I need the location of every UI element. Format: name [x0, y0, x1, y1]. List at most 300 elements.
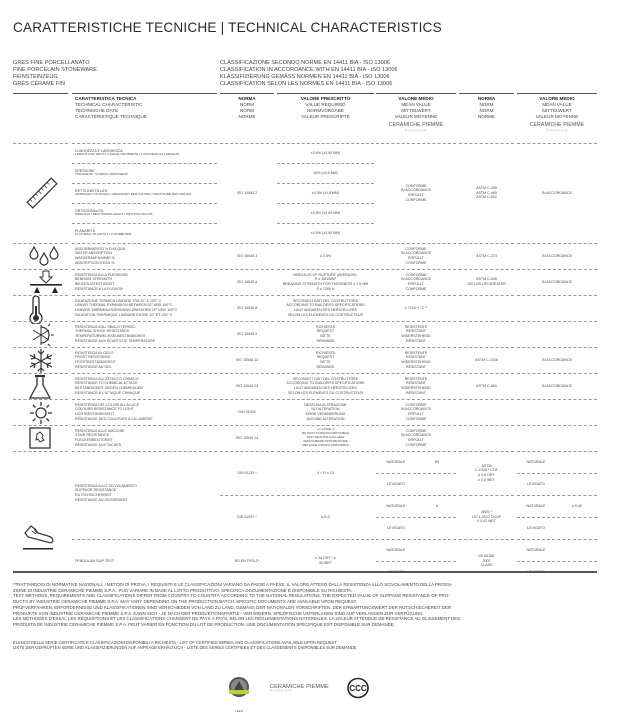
characteristic-cell-line: THERMAL SHOCK RESISTANCE [75, 329, 130, 334]
characteristic-cell-line: BESTÄNDIGKEIT GEGEN CHEMIKALIEN [75, 386, 144, 390]
shoe-icon [22, 523, 56, 551]
required-value-line: VERFÜGBARE PRÜFMETHODE [303, 438, 348, 443]
required-value-line: ≥ CLASSE 3 [317, 427, 334, 432]
slip-norm2-line: ≥ 0,42 WET [477, 519, 496, 524]
mean-value-line: CONFORME [405, 442, 427, 447]
characteristic-cell-line: RESISTENZA AL GELO [75, 350, 114, 355]
mean-value-line: ERFÜLLT [408, 256, 424, 260]
classification-fr: CLASSIFICATION SELON LES NORMES EN 14411 BIA - ISO 13006 [220, 80, 393, 87]
slip-characteristic [72, 451, 217, 535]
required-value-line: REQUEST [316, 355, 335, 360]
bending-load-icon [28, 270, 64, 294]
slip-required: 9 < R ≤ 13 [317, 470, 334, 475]
required-value-line: ACCORDING TO BUILDER'S SPECIFICATIONS [286, 381, 365, 386]
characteristic-cell-line: FROST RESISTANCE [75, 355, 111, 360]
header-rule [13, 93, 68, 94]
row-divider [72, 183, 217, 184]
required-value-line: METHODE D'ESSAI DISPONIBLE [302, 442, 349, 447]
norm-value: ISO 10545.13 [235, 383, 259, 388]
mean-value-line: IN ACCORDANCE [401, 188, 431, 193]
row-divider [277, 223, 374, 224]
svg-text:CCC: CCC [349, 684, 367, 693]
characteristic-cell-line: RÉSISTANCE À L'ATTAQUE CHIMIQUE [75, 390, 141, 395]
required-value-line: SELON LES ELEMENTS DU COSTRUCTEUR [287, 312, 364, 317]
row-divider [418, 473, 456, 474]
product-name-it: GRES FINE PORCELLANATO [13, 60, 90, 66]
header-rule [277, 93, 374, 94]
characteristic-cell-line: DILATATION THERMIQUE LINÉAIRE ENTRE 20° ET 100° C [75, 312, 173, 317]
mean-value [376, 143, 456, 243]
brand-logo-text: CERAMICHE PIEMME FLOOR AND MORE [388, 122, 444, 133]
classification-en: CLASSIFICATION IN ACCORDANCE WITH EN 14411 BIA - ISO 13006 [220, 66, 398, 73]
stain-icon [28, 426, 52, 450]
characteristic-cell [72, 425, 217, 451]
required-value-line: LAUT ANGABEN DES HERSTELLERS [294, 308, 357, 312]
characteristic-cell [72, 373, 217, 399]
norm-value: ISO 10545.3 [236, 253, 258, 258]
characteristic-cell-line: BIEGEZUGFESTIGKEIT [75, 282, 115, 286]
header-rule [72, 93, 217, 94]
mean-value-line: WIDERSTEHEND [401, 334, 431, 338]
brand-name: CERAMICHE PIEMME [270, 684, 329, 690]
column-header-norm2: NORMA NORM NORM NORME [477, 96, 496, 120]
slip-norm2-line: CLASS [480, 563, 493, 568]
row-divider [418, 517, 456, 518]
header-rule [220, 93, 274, 94]
row-divider [376, 517, 416, 518]
characteristic-cell [72, 269, 217, 295]
header-rule [459, 93, 514, 94]
mean-value-line: RESISTANT [406, 329, 426, 334]
slip-norm2-line: 2002 [482, 558, 491, 563]
characteristic-cell [72, 243, 217, 269]
characteristic-cell-line: DILATAZIONE TERMICA LINEARE TRA 20° E 100° C [75, 298, 162, 303]
norm2-value [459, 243, 514, 269]
slip-norm2-line: 137.1-2012 DCOF [471, 514, 502, 519]
row-divider [277, 203, 374, 204]
mean-value-line: RÉSISTANT [406, 390, 426, 395]
slip-class [418, 473, 456, 495]
characteristic-cell [75, 183, 220, 203]
brand-logo-text: CERAMICHE PIEMME FLOOR AND MORE [529, 122, 585, 133]
required-value-line: ≤ 0,5% [319, 253, 332, 258]
row-divider [517, 561, 555, 562]
mean2-value: IN ACCORDANCE [542, 357, 572, 362]
mean-value-line: CONFORME [405, 416, 427, 421]
slip-finish: NATURALE [386, 459, 406, 464]
mean-value-line: RÉSISTANT [406, 364, 426, 369]
characteristic-cell-line: RESISTENZA ALLE MACCHIE [75, 428, 125, 433]
characteristic-name: PLANARITÀ [75, 228, 95, 233]
characteristic-cell-line: RESISTANCE TO CHEMICAL ATTACK [75, 381, 138, 386]
mean-value-line: WIDERSTEHEND [401, 386, 431, 390]
slip-value [557, 473, 597, 495]
characteristic-cell-line: WASSERAUFNAHME % [75, 256, 115, 260]
mean-value-line: IN ACCORDANCE [401, 407, 431, 412]
flask-icon [28, 374, 52, 400]
characteristic-cell [72, 295, 217, 321]
mean-value-line: ERFÜLLT [408, 193, 424, 197]
characteristic-cell-line: RESISTENZA ALL'ATTACCO CHIMICO [75, 376, 139, 381]
product-names [13, 60, 97, 88]
required-value [277, 295, 374, 321]
stain-icon [28, 426, 52, 450]
characteristic-cell-line: FROSTBESTÄNDIGKEIT [75, 360, 116, 364]
norm2-value [459, 321, 514, 347]
certified-note-line: ELENCO DELLE SERIE CERTIFICATE E CLASSIFICAZIONI DISPONIBILI A RICHIESTA - LIST OF CERTIFIED SERIES AND CLASSIFICATIONS AVAILABLE UPON REQUEST [13, 640, 337, 645]
row-divider [376, 561, 416, 562]
slip-norm2 [459, 539, 514, 583]
mean-value-line: CONFORME [405, 197, 427, 202]
required-value-line: R ≥ 35N/MM² [314, 277, 337, 282]
mean-value-line: CONFORME [405, 183, 427, 188]
slip-characteristic-line: SLIPPAGE RESISTANCE [75, 488, 117, 493]
mean-value-line: ERFÜLLT [408, 282, 424, 286]
norm2-value-line: ASTM C-485 [476, 190, 497, 195]
row-divider [418, 561, 456, 562]
slip-value: ≥ 0,42 [572, 503, 582, 508]
page-title: CARATTERISTICHE TECNICHE | TECHNICAL CHARACTERISTICS [13, 20, 442, 35]
characteristic-cell-line: LICHTBESTÄNDIGKEIT [75, 412, 115, 416]
slip-norm: DIN 51097 * [237, 514, 257, 519]
slip-finish: NATURALE [386, 503, 406, 508]
required-value [277, 347, 374, 373]
characteristic-cell-line: COLOURS RESISTANCE TO LIGHT [75, 407, 134, 412]
mean-value-line: IN ACCORDANCE [401, 277, 431, 282]
row-divider [72, 223, 217, 224]
pendulum-label: PENDULUM SLIP TEST [75, 558, 115, 563]
required-value-line: SECONDO I DATI DEL COSTRUTTORE [292, 298, 359, 303]
norm2-value [459, 373, 514, 399]
characteristic-cell [75, 223, 220, 243]
slip-finish: LEVIGATO [527, 525, 545, 530]
slip-norm2-line: JIS A5186: [477, 554, 496, 559]
characteristic-name: ORTOGONALITÀ [75, 208, 104, 213]
norm2-value [459, 347, 514, 373]
header-rule [376, 93, 456, 94]
water-drops-icon [28, 244, 60, 266]
shoe-icon [22, 523, 56, 551]
row-divider [517, 517, 555, 518]
flask-icon [28, 374, 52, 400]
row-divider [376, 473, 416, 474]
leed-badge-icon [226, 676, 252, 704]
footnote-line: TEST METHODS, REQUIREMENTS AND CLASSIFICATIONS DIFFER FROM COUNTRY TO COUNTRY, ACCORDING TO THE NATIONAL REGULATIONS. THE EXPECTED VALUE OF SLIPPAGE RESISTANCE OF PRO- [13, 593, 450, 599]
leed-logo [226, 676, 252, 713]
footnote [13, 582, 460, 628]
classification-de: KLASSIFIZIERUNG GEMÄSS NORMEN EN 14411 BIA - ISO 13006 [220, 73, 390, 80]
characteristic-translations: WARPAGES OF EDGES / GERADHEIT DER KANTEN / RÉCTITUDE DES ARÊTES [75, 192, 192, 197]
required-value [277, 321, 374, 347]
norm2-value [459, 425, 514, 451]
slip-norm2-line: ASTM [481, 463, 492, 468]
required-value-line: DEMANDE [316, 364, 335, 369]
mean-value [376, 243, 456, 269]
mean-value-line: WIDERSTEHEND [401, 360, 431, 364]
row-divider [557, 561, 597, 562]
characteristic-cell-line: RESISTENZA AGLI SBALZI TERMICI [75, 324, 136, 329]
sun-icon [28, 400, 54, 426]
mean-value-line: CONFORME [405, 286, 427, 291]
norm2-value-line: ASTM C-1026 [475, 357, 498, 362]
mean-value-line: RÉSISTANT [406, 338, 426, 343]
characteristic-cell-line: LINEAR THERMAL EXPANSION BETWEEN 20° AND 100°C [75, 303, 173, 308]
slip-norm: BS EN 7976-2* [234, 558, 260, 563]
required-value-line: SELON LES ELEMENTS DU COSTRUCTEUR [287, 390, 364, 395]
norm2-value-line: ASTM C-648 [476, 277, 497, 282]
required-value: ±5% (±0,5 MM) [313, 170, 338, 175]
slip-class [418, 517, 456, 539]
ccc-logo [347, 677, 369, 704]
norm2-value [459, 295, 514, 321]
norm2-value [459, 399, 514, 425]
norm2-value-line: ASTM C-499 [476, 186, 497, 191]
required-value-line: AUCUNE ALTERATION [306, 416, 345, 421]
characteristic-translations: WEDGING / RECHTWINKLIGKEIT / ORTHOGONALITÉ [75, 212, 153, 217]
required-value-line: RICHIESTA [316, 350, 335, 355]
row-divider [72, 539, 217, 540]
slip-norm2 [459, 451, 514, 495]
slip-finish: NATURALE [526, 459, 546, 464]
mean2-value: IN ACCORDANCE [542, 253, 572, 258]
required-value-line: SECONDO I DATI DEL COSTRUTTORE [292, 376, 359, 381]
characteristic-translations: THICKNESS / STÄRKE / ÉPAISSEUR [75, 172, 128, 177]
slip-finish: LEVIGATO [387, 481, 405, 486]
required-value: ±0,6% (±2,00 MM) [310, 150, 341, 155]
footnote-line: LES MÉTHODES D'ESSAI, LES RÉQUISITIONS ET LES CLASSIFICATIONS CHANGENT DE PAYS À PAYS, SELON LES RÉGLEMENTATIONS NATIONALES. LA VALEUR ATTENDUE DE RÉSISTANCE AU GLISSEMENT DES [13, 616, 461, 622]
classification-it: CLASSIFICAZIONE SECONDO NORME EN 14411 BIA - ISO 13006 [220, 60, 390, 66]
slip-finish: LEVIGATO [387, 525, 405, 530]
characteristic-cell-line: STAIN RESISTANCE [75, 433, 110, 438]
mean2-value: IN ACCORDANCE [542, 383, 572, 388]
leed-label: LEED [235, 709, 243, 713]
product-name-fr: GRÈS CÉRAME FIN [13, 80, 65, 87]
mean2-value [517, 321, 597, 347]
required-value [277, 399, 374, 425]
characteristic-cell-line: RÉSISTANCE À LA FLEXION [75, 286, 123, 291]
norm-value: DIN 51094 [238, 409, 256, 414]
mean-value-line: CONFORME [405, 428, 427, 433]
slip-class: R9 [434, 459, 440, 464]
mean-value-line: RESISTENTE [404, 350, 428, 355]
norm-value: ISO 10545.14 [235, 435, 259, 440]
mean-value [376, 373, 456, 399]
table-bottom-rule [13, 571, 597, 573]
footnote-line: DUCTS BY INDUSTRIE CERAMICHE PIEMME S.P.A. MAY VARY DEPENDING ON THE PRODUCTION BATCH. SPECIFIC DOCUMENTS ARE AVAILABLE UPON REQUEST. [13, 599, 358, 605]
required-value-line: RICHIESTA [316, 324, 335, 329]
characteristic-cell-line: RÉSISTANCE AUX TACHES [75, 442, 122, 447]
slip-class: A [435, 503, 439, 508]
characteristic-cell [75, 203, 220, 223]
required-value-line: NO ALTERATION [311, 407, 340, 412]
column-header-norm: NORMA NORM NORM NORME [238, 96, 256, 120]
row-divider [13, 143, 68, 144]
norm-value: ISO 10545.12 [235, 357, 259, 362]
slip-norm: DIN 51130 * [237, 470, 257, 475]
slip-value [557, 517, 597, 539]
mean2-value: IN ACCORDANCE [542, 279, 572, 284]
characteristic-name: LUNGHEZZA E LARGHEZZA [75, 148, 123, 153]
characteristic-cell-line: FLECKENBESTIGKEIT [75, 438, 113, 442]
slip-finish: LEVIGATO [527, 481, 545, 486]
column-header-mean2: VALORE MEDIO MEAN VALUE MITTELWERT VALEUR MOYENNE CERAMICHE PIEMME FLOOR AND MORE [517, 96, 597, 135]
slip-required: ≥ 36 DRY / ≥ 36 WET [315, 556, 336, 565]
ruler-icon [22, 173, 62, 213]
thermometer-icon [28, 296, 44, 324]
characteristic-cell [72, 347, 217, 373]
norm-value: ISO 10545.9 [236, 331, 258, 336]
characteristic-cell [72, 321, 217, 347]
mean-value [376, 399, 456, 425]
slip-norm2-line: C-1028 * COF [475, 468, 498, 473]
required-value-line: KEINE VERÄNDERUNG [305, 412, 346, 416]
product-name-en: FINE PORCELAIN STONEWARE [13, 66, 97, 73]
slip-norm2-line: ≥ 0,6 DRY [478, 473, 495, 477]
slip-class [418, 539, 456, 561]
characteristic-cell-line: ASSORBIMENTO % D'ACQUA [75, 246, 126, 251]
norm2-value [459, 143, 514, 243]
slip-characteristic-line: RÉSISTANCE AU GLISSEMENT [75, 497, 128, 502]
slip-finish: NATURALE [526, 503, 546, 508]
norm-value: ISO 10545.8 [236, 305, 258, 310]
row-divider [13, 451, 68, 452]
characteristic-cell-line: RÉSISTANCE AUX ÉCARTS DE TEMPÉRATURE [75, 338, 156, 343]
thermal-shock-icon [28, 322, 54, 348]
required-value [277, 425, 374, 451]
slip-finish: NATURALE [526, 547, 546, 552]
mean-value-line: RESISTENTE [404, 324, 428, 329]
slip-required: A,B,C [320, 514, 331, 519]
thermometer-icon [28, 296, 44, 324]
norm2-value-line: ASTM C-650 [476, 383, 497, 388]
column-header-mean: VALORE MEDIO MEAN VALUE MITTELWERT VALEUR MOYENNE CERAMICHE PIEMME FLOOR AND MORE [376, 96, 456, 135]
row-divider [277, 183, 374, 184]
mean-value-line: IN ACCORDANCE [401, 251, 431, 256]
characteristic-cell-line: BENDING STRENGTH [75, 277, 113, 282]
mean-value [376, 269, 456, 295]
mean2-value: IN ACCORDANCE [542, 190, 572, 195]
ceramiche-piemme-logo [270, 684, 329, 692]
characteristic-translations: LENGHT AND WIDTH / LÄNGE UND BREITE / LONGUEUR ET LARGEUR [75, 152, 180, 157]
mean-value-line: ≤ 7X10⁻⁶ °C⁻¹ [404, 305, 428, 310]
required-value [277, 373, 374, 399]
required-value: ±0,5% (±2,00 MM) [310, 230, 341, 235]
row-divider [72, 163, 217, 164]
required-value: ±0,5% (±1,5 MM) [311, 190, 340, 195]
norm-value: ISO 10545.2 [236, 190, 258, 195]
snowflake-icon [28, 348, 54, 374]
row-divider [557, 517, 597, 518]
sun-icon [28, 400, 54, 426]
required-value-line: DEMANDE [316, 338, 335, 343]
slip-norm2-line: ANSI * [481, 510, 492, 515]
characteristic-cell-line: RESISTENZA DEI COLORI ALLA LUCE [75, 402, 140, 407]
slip-finish: NATURALE [386, 547, 406, 552]
characteristic-cell-line: RÉSISTANCE DES COULEURS À LA LUMIÈRE [75, 416, 153, 421]
mean2-value [517, 399, 597, 425]
mean-value-line: CONFORME [405, 272, 427, 277]
norm2-value-line: ASTM C-373 [476, 253, 497, 258]
norm2-value [459, 269, 514, 295]
slip-characteristic-line: RUTSCHSICHERHEIT [75, 493, 112, 497]
header-rule [517, 93, 597, 94]
characteristic-cell [75, 163, 220, 183]
certified-note-line: LISTE DER GEPRÜFTEN SERIE UND KLASSIFIZIERUNGEN AUF ANFRAGE ERHÄLTLICH - LISTE DES SERIES CERTIFIEES ET DES CLASSEMENTS DISPONIBLES SUR DEMANDE [13, 645, 357, 651]
row-divider [277, 163, 374, 164]
mean-value-line: IN ACCORDANCE [401, 433, 431, 438]
product-name-de: FEINSTEINZEUG [13, 73, 58, 80]
column-header-required: VALORE PRESCRITTO VALUE REQUIRED NORMVORGABE VALEUR PRESCRIPTE [300, 96, 351, 120]
slip-norm2 [459, 495, 514, 539]
footnote-line: PRÜFVERFAHREN, ERFORDERNISSE UND KLASSIFIKATIONEN SIND VERSCHIEDEN VON LAND ZU LAND, GEMÄSS DER NATIONALEN VORSCHRIFTEN. DER ERWARTUNGSWERT DER RUTSCHSICHEREIT DER [13, 604, 452, 610]
classification [220, 60, 398, 88]
required-value [277, 243, 374, 269]
characteristic-name: RETTILINEITÀ LATI [75, 188, 108, 193]
row-divider [517, 473, 555, 474]
required-value-line: METODO DI PROVA DISPONIBILE [301, 431, 350, 436]
required-value-line: S ≥ 1300 N [316, 286, 335, 291]
characteristic-cell-line: RESISTENZA ALLA FLESSIONE [75, 272, 128, 277]
norm-value: ISO 10545.4 [236, 279, 258, 284]
required-value [277, 269, 374, 295]
characteristic-cell-line: RÉSISTANCE AU GEL [75, 364, 112, 369]
footnote-line: PRODUITS DE INDUSTRIE CERAMICHE PIEMME S.P.A. PEUT VARIER EN FONCTION DU LOT DE PRODUCTION. UNE DOCUMENTATION SPÉCIFIQUE EST DISPONIBLE SUR DEMANDE. [13, 621, 395, 627]
required-value: ±0,6% (±2,00 MM) [310, 210, 341, 215]
row-divider [557, 473, 597, 474]
mean-value-line: CONFORME [405, 260, 427, 265]
required-value-line: ACCORDING TO BUILDER'S SPECIFICATIONS [286, 303, 365, 308]
column-header-characteristic: CARATTERISTICA TECNICA TECHNICAL CHARACTERISTIC TECHNISCHE DATE CARACTÉRISTIQUE TECHNIQUE [75, 96, 147, 120]
norm2-value-line: 250 LBS OR GREATER [467, 282, 506, 286]
row-divider [72, 203, 217, 204]
mean-value-line: RESISTANT [406, 355, 426, 360]
required-value-line: NESSUNA ALTERAZIONE [304, 402, 347, 407]
footnote-line: PRODUKTE VON INDUSTRIE CERAMICHE PIEMME S.P.A. KANN SICH - JE NACH DER PRODUKTIONSPARTIE - VERÄNDERN. SPEZIFISCHE UNTERLAGEN SIND AUF VERLANGEN ZUR VERFÜGUNG. [13, 610, 424, 616]
mean-value-line: CONFORME [405, 246, 427, 251]
certified-note [13, 640, 357, 651]
characteristic-cell-line: WATER ABSORPTION [75, 251, 112, 256]
required-value-line: BITTE [320, 334, 331, 338]
slip-characteristic-line: RESISTENZA ALLO SCIVOLAMENTO [75, 483, 137, 488]
thermal-shock-icon [28, 322, 54, 348]
required-value-line: BREAKING STRENGTH FOR THICKNESS ≥ 7,5 MM [282, 282, 369, 286]
required-value-line: BITTE [320, 360, 331, 364]
characteristic-cell [72, 399, 217, 425]
required-value-line: TEST METHOD AVAILABLE [306, 435, 345, 440]
bending-load-icon [28, 270, 64, 294]
characteristic-cell-line: ABSORPTION D'EAU % [75, 260, 115, 265]
footnote-line: ZIONE DI INDUSTRIE CERAMICHE PIEMME S.P.A., PUÒ VARIARE IN BASE AL LOTTO PRODUTTIVO. SPECIFICA DOCUMENTAZIONE È DISPONIBILE SU RICHIESTA. [13, 587, 353, 593]
brand-tagline: FLOOR AND MORE [270, 690, 293, 692]
footnote-line: *TRATTANDOSI DI NORMATIVE NAZIONALI, I METODI DI PROVA, I REQUISITI E LE CLASSIFICAZIONI VARIANO DA PAESE A PAESE. IL VALORE ATTESO DALLA RESISTENZA ALLO SCIVOLAMENTO DELLA PRODU- [13, 582, 453, 587]
mean-value [376, 321, 456, 347]
snowflake-icon [28, 348, 54, 374]
slip-value [557, 451, 597, 473]
characteristic-translations: FLATNESS / PLANITÄT / PLANIMÉTRIE [75, 232, 132, 237]
characteristic-cell-line: LINEARE WÄRMEAUSDEHNUNG ZWISCHEN 20° UND 100°C [75, 308, 178, 312]
required-value-line: LAUT ANGABEN DES HERSTELLERS [294, 386, 357, 390]
mean-value-line: ERFÜLLT [408, 412, 424, 416]
mean2-value [517, 425, 597, 451]
mean-value-line: RESISTENTE [404, 376, 428, 381]
ruler-icon [22, 173, 62, 213]
mean-value-line: RESISTANT [406, 381, 426, 386]
mean-value [376, 425, 456, 451]
slip-value [557, 539, 597, 561]
mean-value-line: CONFORME [405, 402, 427, 407]
characteristic-cell [75, 143, 220, 163]
water-drops-icon [28, 244, 60, 266]
